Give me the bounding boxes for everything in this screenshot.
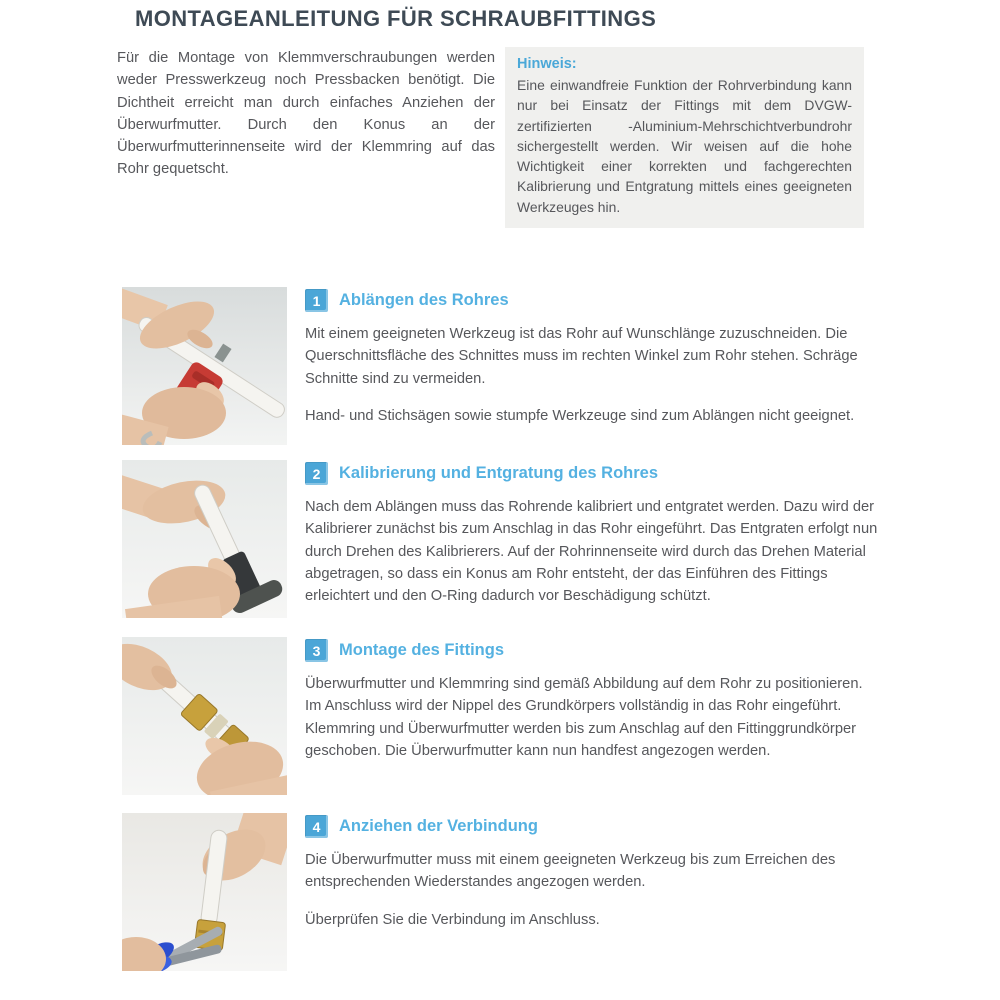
step-paragraph: Nach dem Ablängen muss das Rohrende kalibriert und entgratet werden. Dazu wird der Kalibrierer zunächst bis zum Anschlag in das Rohr eingeführt. Das Entgraten erfolgt nun durch Drehen des Kalibrierers. Auf der Rohrinnenseite wird durch das Drehen Material abgetragen, so dass ein Konus am Rohr entsteht, der das Einführen des Fittings erleichtert und den O-Ring dadurch vor Beschädigung schützt. (305, 499, 878, 605)
redacted-brand-gap (606, 130, 628, 131)
note-text-part2: -Aluminium-Mehrschichtverbundrohr sichergestellt werden. Wir weisen auf die hohe Wichtigkeit einer korrekten und fachgerechten Kalibrierung und Entgratung mittels eines geeigneten Werkzeuges hin. (517, 117, 852, 215)
step-title: Montage des Fittings (339, 641, 504, 659)
step-section-1 (122, 287, 879, 445)
step-paragraph: Überprüfen Sie die Verbindung im Anschluss. (305, 911, 600, 928)
step-title: Anziehen der Verbindung (339, 817, 538, 835)
note-text-part1: Eine einwandfreie Funktion der Rohrverbindung kann nur bei Einsatz der Fittings mit dem DVGW-zertifizierten (517, 77, 852, 134)
step3-photo-fitting-assembly (122, 637, 287, 795)
step-title: Kalibrierung und Entgratung des Rohres (339, 464, 659, 482)
intro-paragraph: Für die Montage von Klemmverschraubungen werden weder Presswerkzeug noch Pressbacken benötigt. Die Dichtheit erreicht man durch einfaches Anziehen der Überwurfmutter. Durch den Konus an der Überwurfmutterinnenseite wird der Klemmring auf das Rohr gequetscht. (117, 50, 495, 178)
note-text (517, 75, 852, 217)
step-paragraph: Hand- und Stichsägen sowie stumpfe Werkzeuge sind zum Ablängen nicht geeignet. (305, 407, 855, 424)
step-content (305, 460, 879, 607)
step-content (305, 287, 879, 427)
step-title: Ablängen des Rohres (339, 291, 509, 309)
step-head (305, 815, 879, 838)
step-content (305, 637, 879, 762)
step-number-badge: 4 (305, 815, 328, 838)
step-number-badge: 3 (305, 639, 328, 662)
step2-photo-calibrating (122, 460, 287, 618)
step1-photo-pipe-cutting (122, 287, 287, 445)
step-head (305, 462, 879, 485)
step-number-badge: 2 (305, 462, 328, 485)
step-section-2 (122, 460, 879, 618)
step-head (305, 639, 879, 662)
step4-photo-tightening (122, 813, 287, 971)
note-label: Hinweis: (517, 56, 577, 72)
step-paragraph: Die Überwurfmutter muss mit einem geeigneten Werkzeug bis zum Erreichen des entsprechenden Wiederstandes angezogen werden. (305, 852, 836, 891)
step-paragraph: Überwurfmutter und Klemmring sind gemäß Abbildung auf dem Rohr zu positionieren. Im Anschluss wird der Nippel des Grundkörpers vollständig in das Rohr eingeführt. Klemmring und Überwurfmutter werden bis zum Anschlag auf den Fittinggrundkörper geschoben. Die Überwurfmutter kann nun handfest angezogen werden. (305, 676, 863, 759)
note-box (505, 47, 864, 228)
step-number-badge: 1 (305, 289, 328, 312)
step-paragraph: Mit einem geeigneten Werkzeug ist das Rohr auf Wunschlänge zuzuschneiden. Die Querschnittsfläche des Schnittes muss im rechten Winkel zum Rohr stehen. Schräge Schnitte sind zu vermeiden. (305, 326, 858, 387)
page-title: MONTAGEANLEITUNG FÜR SCHRAUBFITTINGS (135, 6, 657, 31)
step-head (305, 289, 879, 312)
step-content (305, 813, 879, 931)
step-section-3 (122, 637, 879, 795)
step-section-4 (122, 813, 879, 971)
